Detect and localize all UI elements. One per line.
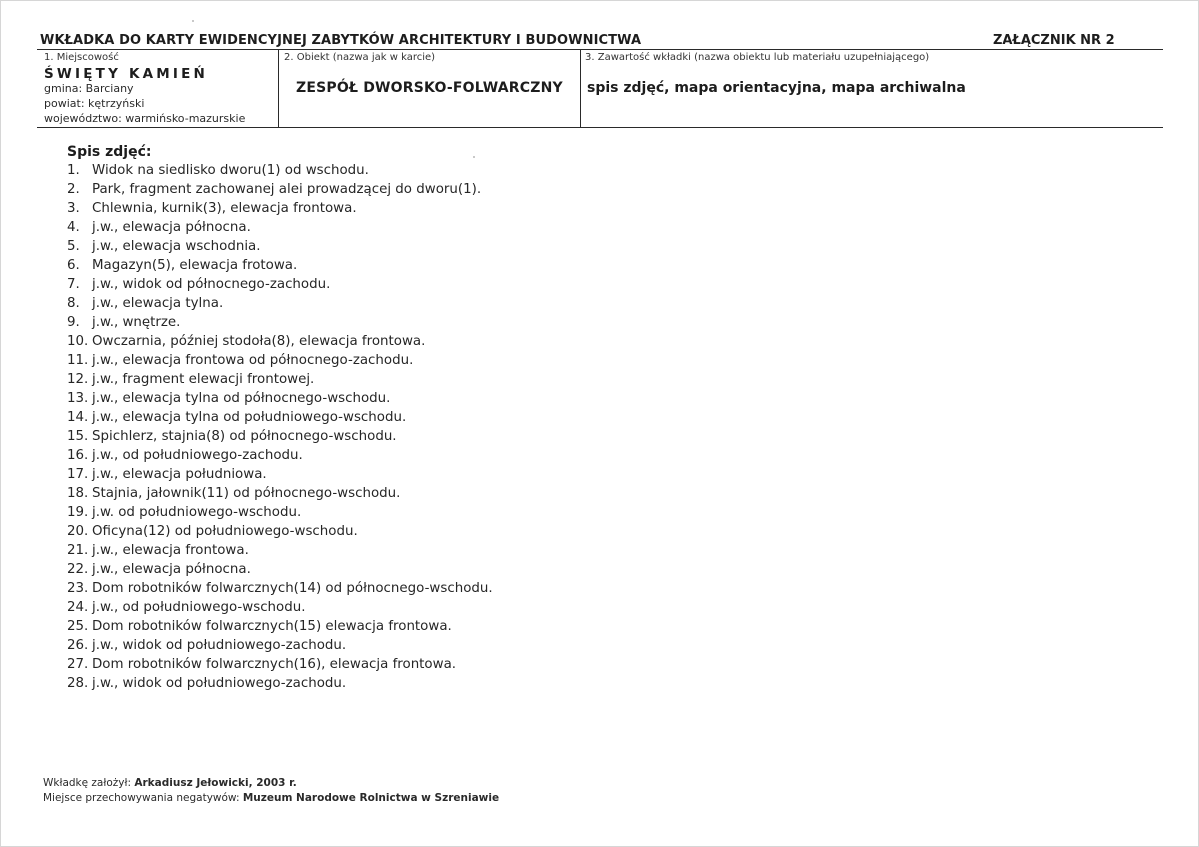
- list-item-text: Dom robotników folwarcznych(16), elewacja frontowa.: [92, 657, 457, 672]
- header-rule-top: [37, 49, 1163, 50]
- list-item-number: 5.: [67, 239, 80, 254]
- list-item: [67, 427, 493, 446]
- list-item-number: 25.: [67, 619, 89, 634]
- list-item-number: 1.: [67, 163, 80, 178]
- list-item: [67, 465, 493, 484]
- storage-line: [43, 792, 499, 804]
- annex-number: ZAŁĄCZNIK NR 2: [993, 33, 1115, 48]
- scan-speck: [192, 20, 194, 22]
- list-item: [67, 560, 493, 579]
- list-item: [67, 541, 493, 560]
- list-item-text: j.w., elewacja frontowa od północnego-zachodu.: [92, 353, 414, 368]
- list-item-number: 2.: [67, 182, 80, 197]
- list-item-number: 9.: [67, 315, 80, 330]
- list-item-text: Park, fragment zachowanej alei prowadzącej do dworu(1).: [92, 182, 482, 197]
- list-item-text: Chlewnia, kurnik(3), elewacja frontowa.: [92, 201, 357, 216]
- list-item-number: 27.: [67, 657, 89, 672]
- list-item-number: 10.: [67, 334, 89, 349]
- list-item: [67, 522, 493, 541]
- author-label: Wkładkę założył:: [43, 777, 132, 789]
- list-item: [67, 579, 493, 598]
- author-line: [43, 777, 297, 789]
- list-item-text: Dom robotników folwarcznych(15) elewacja frontowa.: [92, 619, 452, 634]
- list-item-number: 16.: [67, 448, 89, 463]
- list-item-text: j.w., fragment elewacji frontowej.: [92, 372, 315, 387]
- powiat-line: powiat: kętrzyński: [44, 97, 145, 110]
- list-item-text: j.w., elewacja tylna.: [92, 296, 224, 311]
- list-item-number: 6.: [67, 258, 80, 273]
- list-item-text: Widok na siedlisko dworu(1) od wschodu.: [92, 163, 369, 178]
- list-item: [67, 256, 493, 275]
- list-item-text: j.w. od południowego-wschodu.: [92, 505, 302, 520]
- list-item: [67, 674, 493, 693]
- list-item-number: 21.: [67, 543, 89, 558]
- list-item-number: 20.: [67, 524, 89, 539]
- list-item-text: j.w., od południowego-wschodu.: [92, 600, 306, 615]
- place-name: ŚWIĘTY KAMIEŃ: [44, 66, 209, 82]
- author-value: Arkadiusz Jełowicki, 2003 r.: [134, 777, 297, 789]
- list-item-text: j.w., widok od południowego-zachodu.: [92, 676, 347, 691]
- list-item-text: j.w., elewacja północna.: [92, 220, 251, 235]
- list-item-number: 17.: [67, 467, 89, 482]
- list-item-number: 7.: [67, 277, 80, 292]
- list-item-text: Magazyn(5), elewacja frotowa.: [92, 258, 298, 273]
- list-item-text: j.w., od południowego-zachodu.: [92, 448, 303, 463]
- list-item-number: 11.: [67, 353, 89, 368]
- list-item-number: 14.: [67, 410, 89, 425]
- list-item: [67, 370, 493, 389]
- list-item: [67, 199, 493, 218]
- list-item-number: 24.: [67, 600, 89, 615]
- list-item: [67, 313, 493, 332]
- list-item-text: j.w., elewacja tylna od południowego-wschodu.: [92, 410, 407, 425]
- list-item: [67, 294, 493, 313]
- list-item: [67, 218, 493, 237]
- list-item-text: j.w., elewacja frontowa.: [92, 543, 249, 558]
- list-item-text: Spichlerz, stajnia(8) od północnego-wschodu.: [92, 429, 397, 444]
- object-name: ZESPÓŁ DWORSKO-FOLWARCZNY: [296, 80, 563, 96]
- list-item-number: 26.: [67, 638, 89, 653]
- list-item-number: 28.: [67, 676, 89, 691]
- list-item: [67, 180, 493, 199]
- list-item: [67, 503, 493, 522]
- list-item-number: 18.: [67, 486, 89, 501]
- list-item-number: 23.: [67, 581, 89, 596]
- wojewodztwo-line: województwo: warmińsko-mazurskie: [44, 112, 246, 125]
- list-item-text: Owczarnia, później stodoła(8), elewacja frontowa.: [92, 334, 426, 349]
- object-label: 2. Obiekt (nazwa jak w karcie): [284, 52, 436, 63]
- list-item-number: 12.: [67, 372, 89, 387]
- header-rule-bottom: [37, 127, 1163, 128]
- list-item: [67, 275, 493, 294]
- list-item-text: j.w., widok od północnego-zachodu.: [92, 277, 331, 292]
- list-item-text: j.w., widok od południowego-zachodu.: [92, 638, 347, 653]
- list-item: [67, 655, 493, 674]
- list-item: [67, 237, 493, 256]
- contents-value: spis zdjęć, mapa orientacyjna, mapa archiwalna: [587, 80, 966, 96]
- list-item: [67, 351, 493, 370]
- list-item-text: j.w., elewacja północna.: [92, 562, 251, 577]
- gmina-line: gmina: Barciany: [44, 82, 134, 95]
- list-item-text: j.w., elewacja tylna od północnego-wschodu.: [92, 391, 391, 406]
- contents-label: 3. Zawartość wkładki (nazwa obiektu lub materiału uzupełniającego): [585, 52, 930, 63]
- storage-label: Miejsce przechowywania negatywów:: [43, 792, 240, 804]
- list-item-text: j.w., wnętrze.: [92, 315, 181, 330]
- place-label: 1. Miejscowość: [44, 52, 119, 63]
- list-item-text: Stajnia, jałownik(11) od północnego-wschodu.: [92, 486, 401, 501]
- scan-speck: [473, 156, 475, 158]
- list-item-number: 4.: [67, 220, 80, 235]
- list-item-number: 19.: [67, 505, 89, 520]
- list-item: [67, 161, 493, 180]
- photo-list-heading: Spis zdjęć:: [67, 144, 152, 160]
- list-item: [67, 484, 493, 503]
- list-item-text: j.w., elewacja wschodnia.: [92, 239, 261, 254]
- list-item-number: 22.: [67, 562, 89, 577]
- list-item: [67, 446, 493, 465]
- list-item-text: j.w., elewacja południowa.: [92, 467, 267, 482]
- list-item-number: 15.: [67, 429, 89, 444]
- list-item-number: 8.: [67, 296, 80, 311]
- column-divider-2: [580, 50, 581, 127]
- list-item: [67, 332, 493, 351]
- list-item-number: 13.: [67, 391, 89, 406]
- list-item-text: Dom robotników folwarcznych(14) od północnego-wschodu.: [92, 581, 493, 596]
- list-item: [67, 598, 493, 617]
- list-item: [67, 408, 493, 427]
- column-divider-1: [278, 50, 279, 127]
- list-item: [67, 636, 493, 655]
- storage-value: Muzeum Narodowe Rolnictwa w Szreniawie: [242, 792, 500, 804]
- list-item-number: 3.: [67, 201, 80, 216]
- list-item-text: Oficyna(12) od południowego-wschodu.: [92, 524, 358, 539]
- list-item: [67, 617, 493, 636]
- document-title: WKŁADKA DO KARTY EWIDENCYJNEJ ZABYTKÓW ARCHITEKTURY I BUDOWNICTWA: [40, 33, 642, 48]
- list-item: [67, 389, 493, 408]
- photo-list: [67, 161, 493, 693]
